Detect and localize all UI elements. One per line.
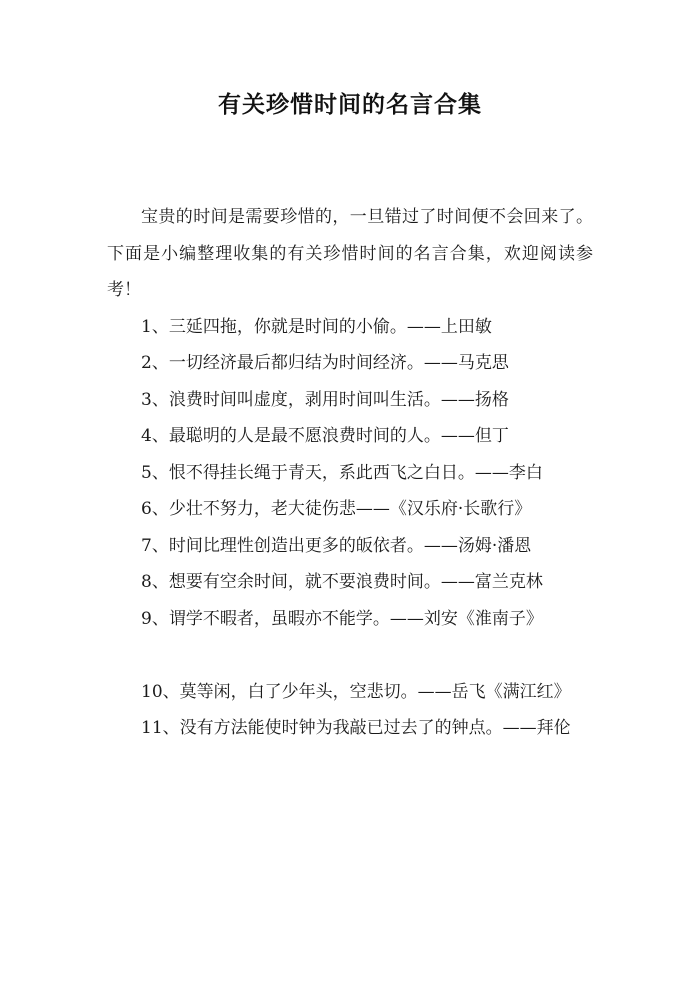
quote-1: 1、三延四拖，你就是时间的小偷。——上田敏 xyxy=(141,316,492,337)
quote-10: 10、莫等闲，白了少年头，空悲切。——岳飞《满江红》 xyxy=(141,681,571,702)
intro-paragraph: 宝贵的时间是需要珍惜的，一旦错过了时间便不会回来了。下面是小编整理收集的有关珍惜时间的名言合集，欢迎阅读参考！ xyxy=(107,207,593,300)
quote-2: 2、一切经济最后都归结为时间经济。——马克思 xyxy=(141,353,509,373)
quote-9: 9、谓学不暇者，虽暇亦不能学。——刘安《淮南子》 xyxy=(141,608,543,629)
paragraph-gap xyxy=(107,637,593,674)
quote-3: 3、浪费时间叫虚度，剥用时间叫生活。——扬格 xyxy=(141,389,509,410)
quote-6: 6、少壮不努力，老大徒伤悲——《汉乐府·长歌行》 xyxy=(141,499,532,519)
quote-11: 11、没有方法能使时钟为我敲已过去了的钟点。——拜伦 xyxy=(141,718,571,738)
quote-5: 5、恨不得挂长绳于青天，系此西飞之白日。——李白 xyxy=(141,462,543,483)
quote-8: 8、想要有空余时间，就不要浪费时间。——富兰克林 xyxy=(141,572,543,592)
document-body xyxy=(107,199,593,747)
quote-4: 4、最聪明的人是最不愿浪费时间的人。——但丁 xyxy=(141,426,509,446)
quote-7: 7、时间比理性创造出更多的皈依者。——汤姆·潘恩 xyxy=(141,535,532,556)
page-title: 有关珍惜时间的名言合集 xyxy=(218,91,482,118)
